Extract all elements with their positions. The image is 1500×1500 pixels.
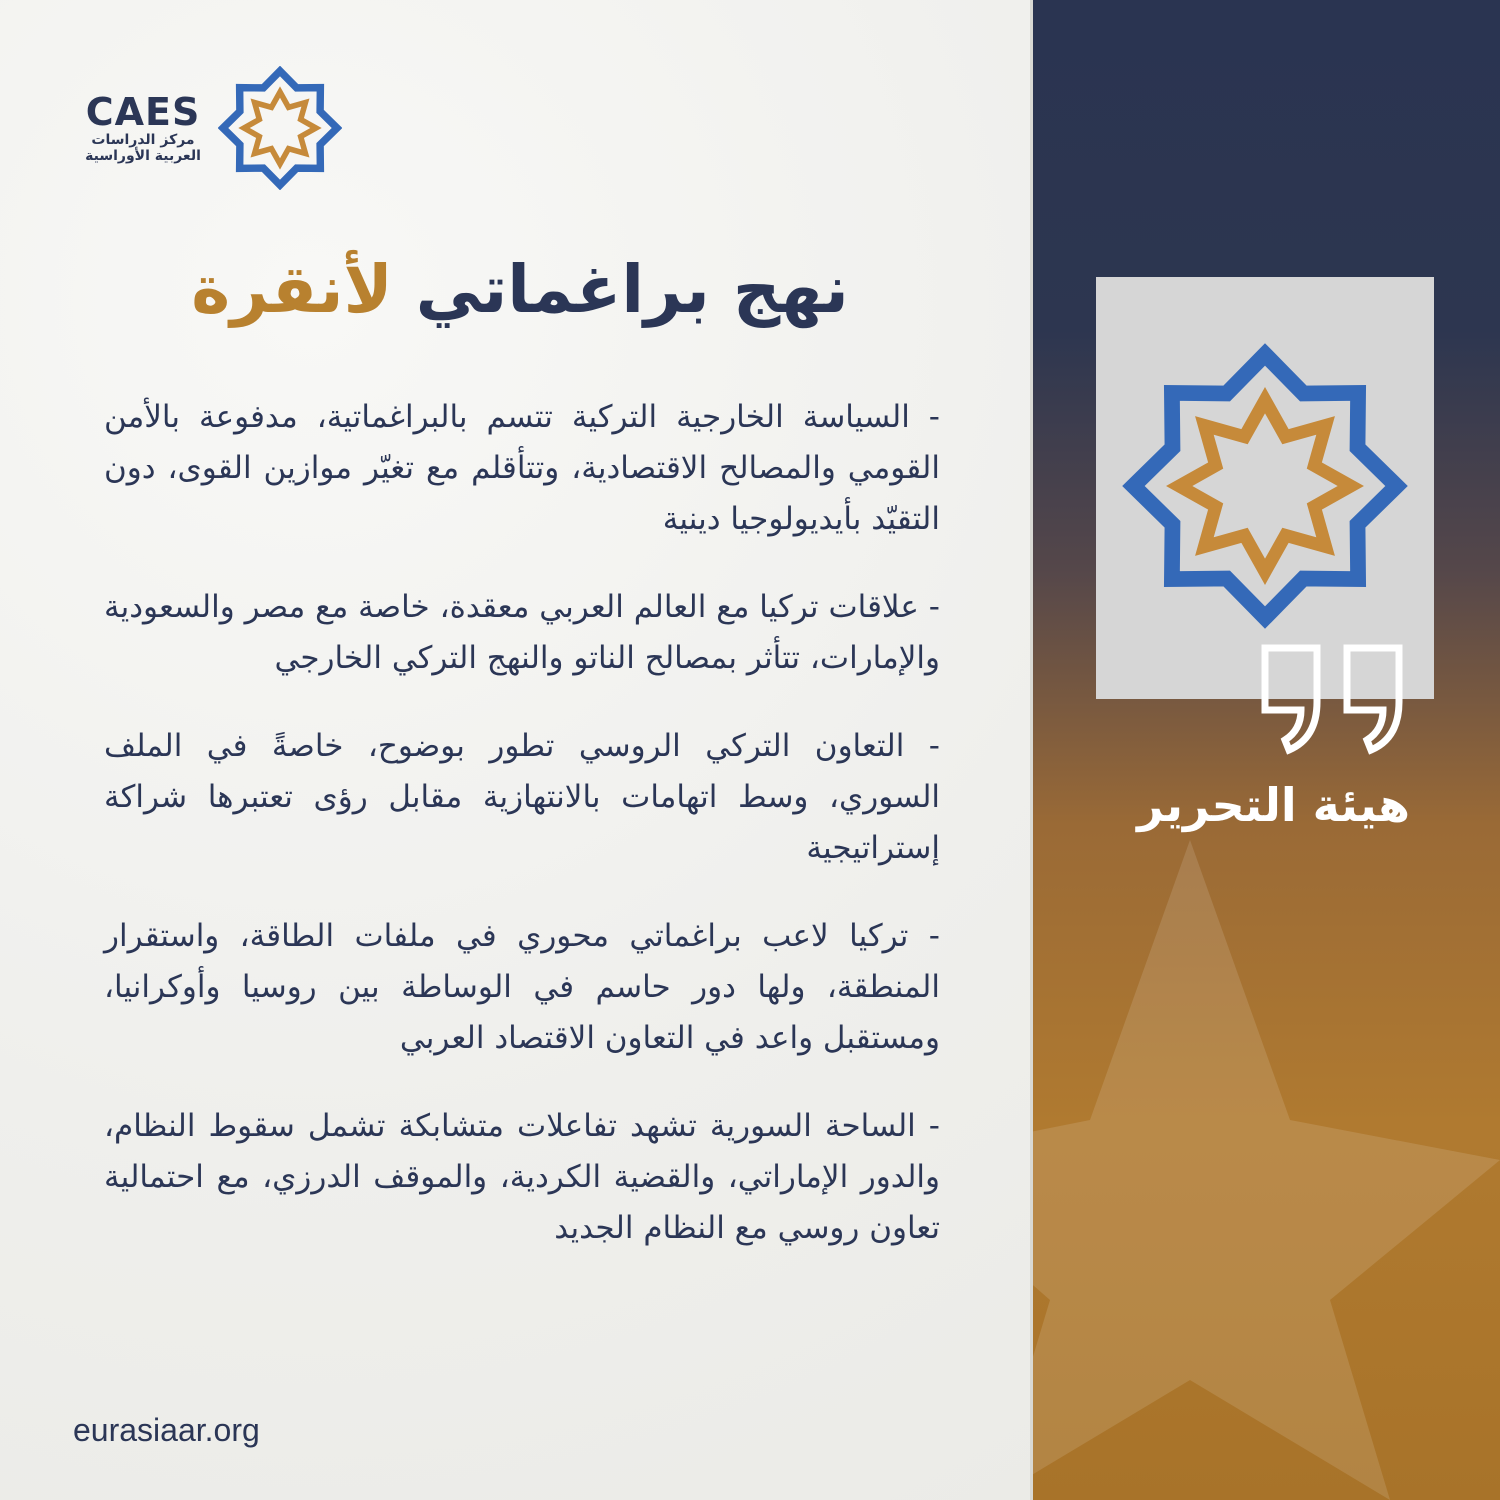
caes-star-logo-icon	[218, 66, 342, 190]
logo-abbr: CAES	[85, 90, 201, 134]
caes-star-logo-icon	[1122, 343, 1408, 629]
author-label: هيئة التحرير	[1137, 778, 1410, 832]
title-part-1: نهج براغماتي	[415, 251, 849, 328]
key-point: - الساحة السورية تشهد تفاعلات متشابكة تشمل سقوط النظام، والدور الإماراتي، والقضية الكردية، والموقف الدرزي، مع احتمالية تعاون روسي مع النظام الجديد	[104, 1108, 940, 1246]
key-point: - التعاون التركي الروسي تطور بوضوح، خاصةً في الملف السوري، وسط اتهامات بالانتهازية مقابل رؤى تعتبرها شراكة إستراتيجية	[104, 728, 940, 866]
caes-logo[interactable]	[78, 66, 348, 196]
panel-divider	[1030, 0, 1033, 1500]
logo-line-2: العربية الأوراسية	[85, 148, 201, 164]
website-link[interactable]: eurasiaar.org	[73, 1412, 260, 1448]
key-point: - السياسة الخارجية التركية تتسم بالبراغماتية، مدفوعة بالأمن القومي والمصالح الاقتصادية، وتتأقلم مع تغيّر موازين القوى، دون التقيّد بأيديولوجيا دينية	[104, 399, 940, 537]
quote-mark-icon	[1255, 640, 1415, 755]
key-point: - تركيا لاعب براغماتي محوري في ملفات الطاقة، واستقرار المنطقة، ولها دور حاسم في الوساطة بين روسيا وأوكرانيا، ومستقبل واعد في التعاون الاقتصاد العربي	[104, 918, 940, 1056]
logo-text	[78, 92, 208, 164]
watermark-star-icon	[1030, 820, 1500, 1500]
title-part-2: لأنقرة	[191, 251, 393, 328]
key-point: - علاقات تركيا مع العالم العربي معقدة، خاصة مع مصر والسعودية والإمارات، تتأثر بمصالح الناتو والنهج التركي الخارجي	[104, 589, 940, 676]
logo-line-1: مركز الدراسات	[91, 132, 195, 148]
key-points	[104, 392, 940, 1291]
page-title	[100, 240, 940, 340]
